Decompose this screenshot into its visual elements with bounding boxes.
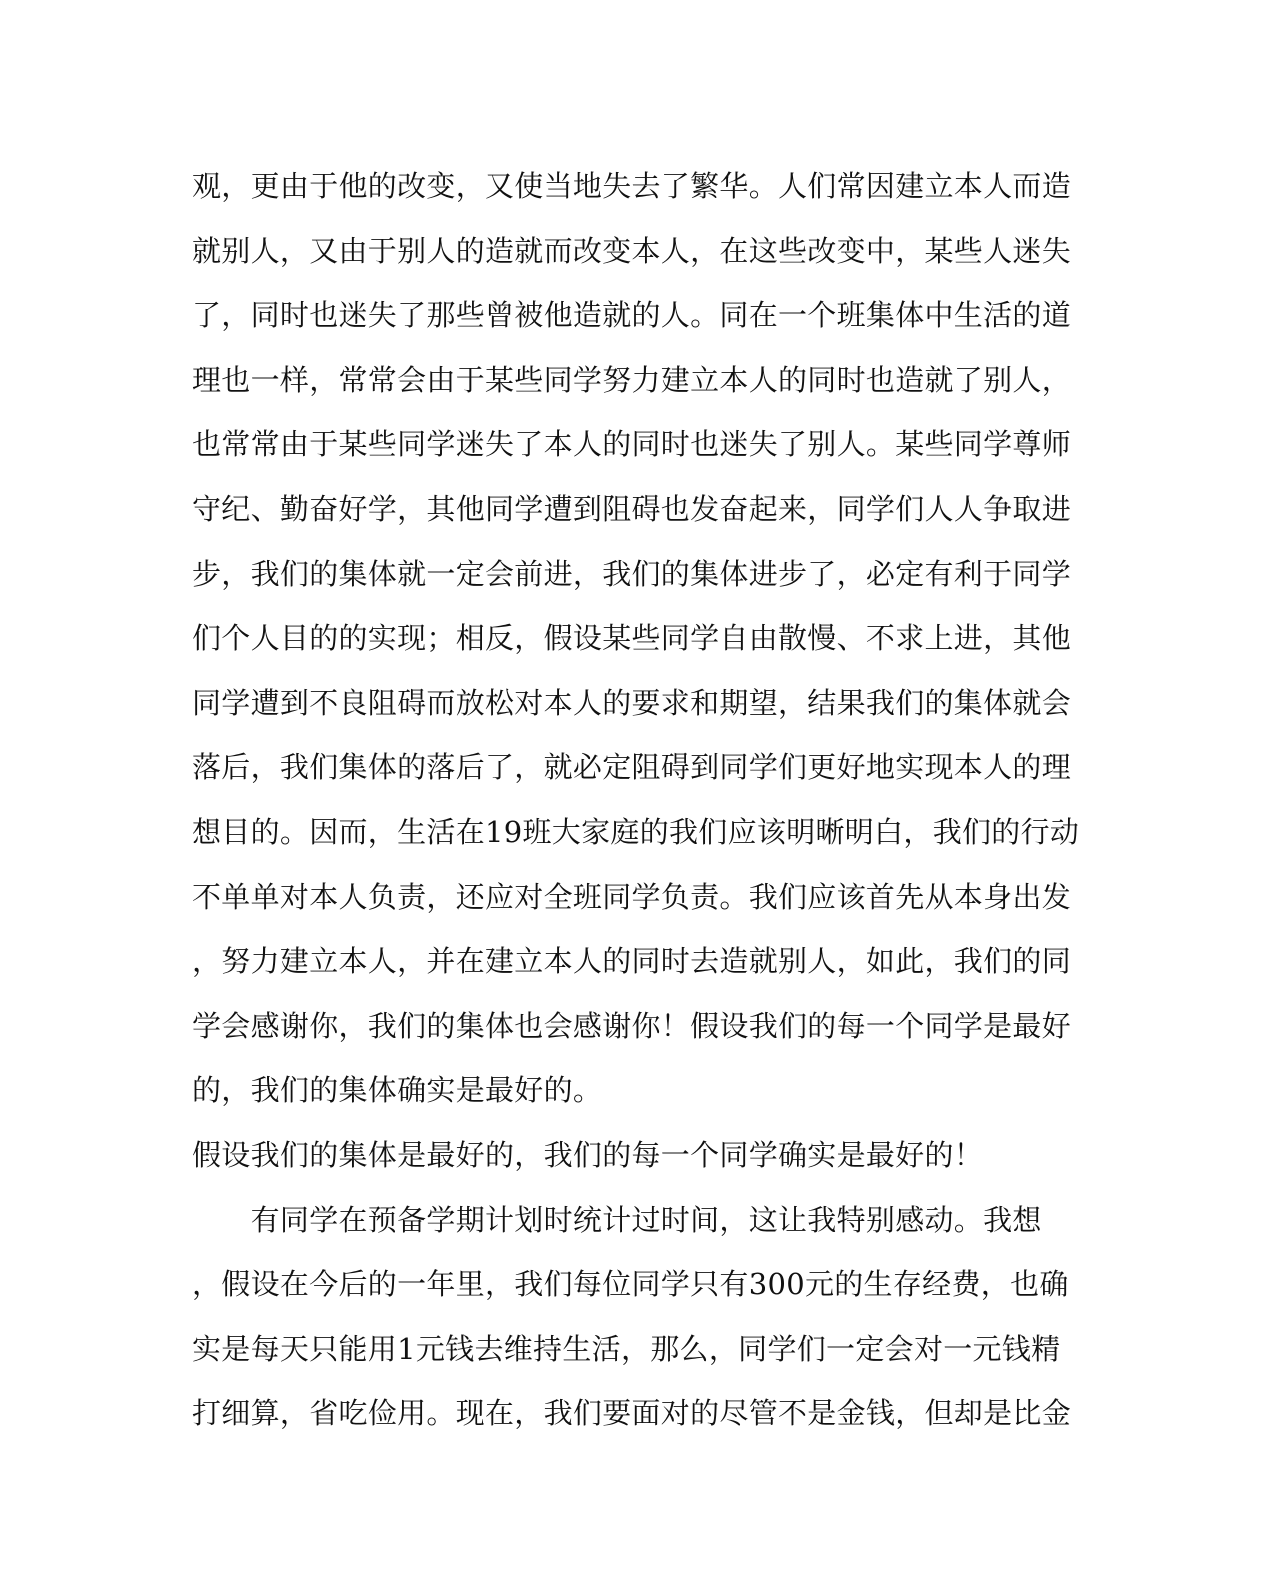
text-line: 了，同时也迷失了那些曾被他造就的人。同在一个班集体中生活的道 — [192, 298, 1072, 333]
text-line: 也常常由于某些同学迷失了本人的同时也迷失了别人。某些同学尊师 — [192, 427, 1072, 462]
text-line: 假设我们的集体是最好的，我们的每一个同学确实是最好的！ — [192, 1137, 984, 1172]
body-text — [192, 160, 1080, 1452]
text-line: 就别人，又由于别人的造就而改变本人，在这些改变中，某些人迷失 — [192, 233, 1072, 268]
text-line: 学会感谢你，我们的集体也会感谢你！假设我们的每一个同学是最好 — [192, 1008, 1072, 1043]
text-line: 守纪、勤奋好学，其他同学遭到阻碍也发奋起来，同学们人人争取进 — [192, 491, 1072, 526]
text-line: 的，我们的集体确实是最好的。 — [192, 1073, 603, 1108]
text-line: 实是每天只能用1元钱去维持生活，那么，同学们一定会对一元钱精 — [192, 1331, 1061, 1366]
text-line: 想目的。因而，生活在19班大家庭的我们应该明晰明白，我们的行动 — [192, 814, 1080, 849]
text-line: 落后，我们集体的落后了，就必定阻碍到同学们更好地实现本人的理 — [192, 750, 1072, 785]
text-line: ，努力建立本人，并在建立本人的同时去造就别人，如此，我们的同 — [192, 944, 1072, 979]
text-line: 们个人目的的实现；相反，假设某些同学自由散慢、不求上进，其他 — [192, 621, 1072, 656]
text-line: 不单单对本人负责，还应对全班同学负责。我们应该首先从本身出发 — [192, 879, 1072, 914]
text-line: 打细算，省吃俭用。现在，我们要面对的尽管不是金钱，但却是比金 — [192, 1396, 1072, 1431]
text-line: ，假设在今后的一年里，我们每位同学只有300元的生存经费，也确 — [192, 1267, 1069, 1302]
text-line: 有同学在预备学期计划时统计过时间，这让我特别感动。我想 — [192, 1202, 1042, 1237]
text-line: 理也一样，常常会由于某些同学努力建立本人的同时也造就了别人， — [192, 362, 1072, 397]
text-line: 步，我们的集体就一定会前进，我们的集体进步了，必定有利于同学 — [192, 556, 1072, 591]
text-line: 观，更由于他的改变，又使当地失去了繁华。人们常因建立本人而造 — [192, 169, 1072, 203]
text-line: 同学遭到不良阻碍而放松对本人的要求和期望，结果我们的集体就会 — [192, 685, 1072, 720]
